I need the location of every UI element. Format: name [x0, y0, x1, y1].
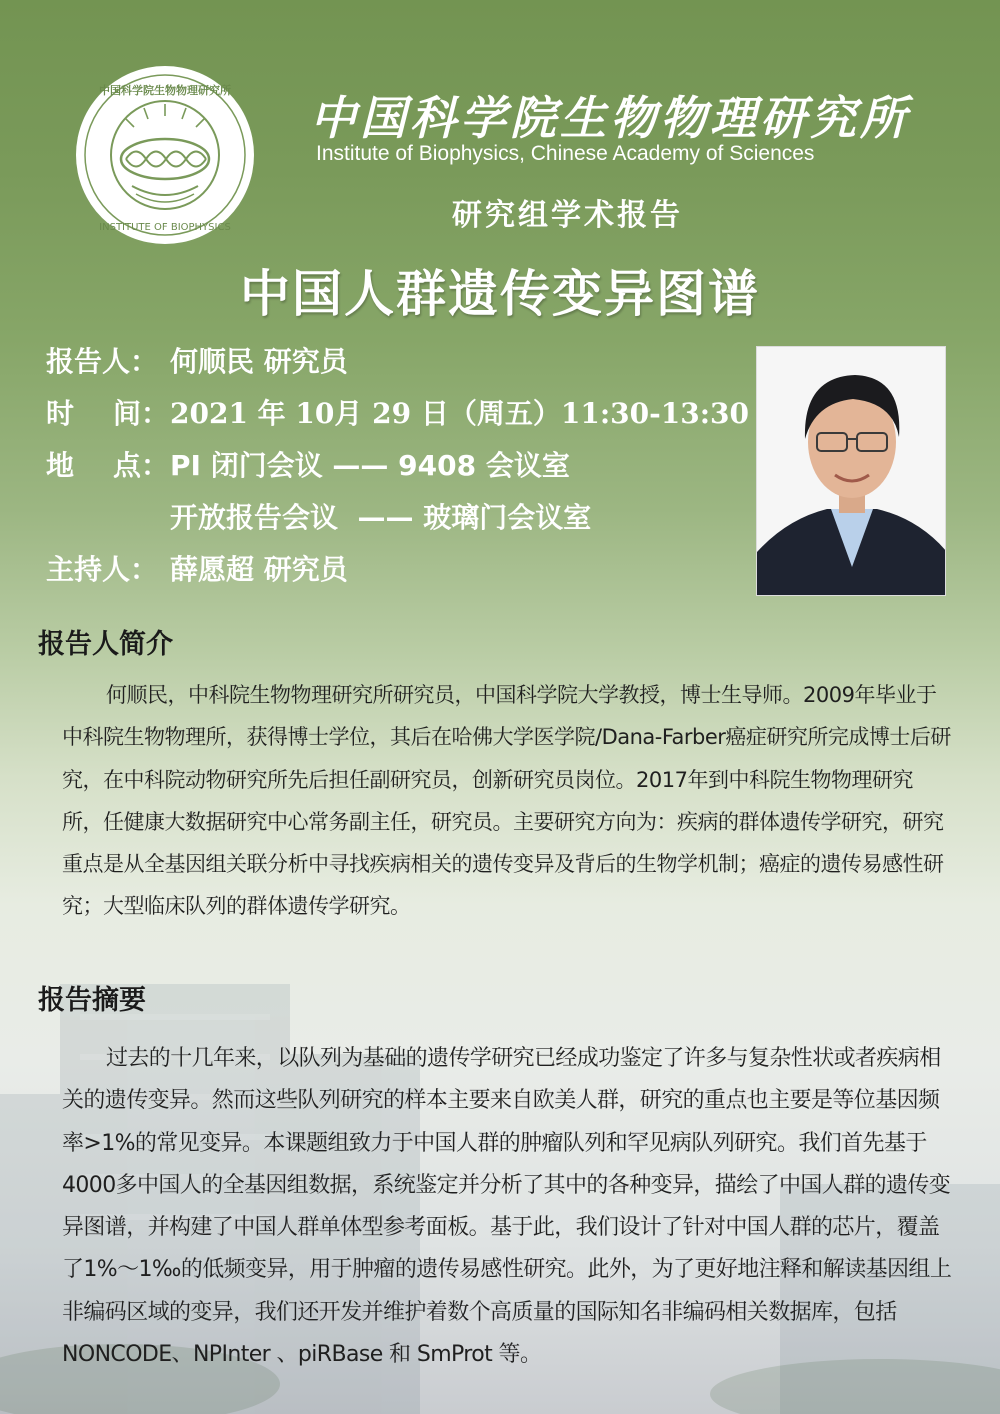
bio-text: 何顺民，中科院生物物理研究所研究员，中国科学院大学教授，博士生导师。2009年毕业于中科院生物物理所，获得博士学位，其后在哈佛大学医学院/Dana-Farber癌症研究所完成博士后研究，在中科院动物研究所先后担任副研究员，创新研究员岗位。2017年到中科院生物物理研究所，任健康大数据研究中心常务副主任，研究员。主要研究方向为：疾病的群体遗传学研究，研究重点是从全基因组关联分析中寻找疾病相关的遗传变异及背后的生物学机制；癌症的遗传易感性研究；大型临床队列的群体遗传学研究。 — [62, 683, 951, 919]
institute-name-cn: 中国科学院生物物理研究所 — [310, 91, 910, 145]
location-row-2 — [170, 496, 591, 536]
abstract-text: 过去的十几年来，以队列为基础的遗传学研究已经成功鉴定了许多与复杂性状或者疾病相关的遗传变异。然而这些队列研究的样本主要来自欧美人群，研究的重点也主要是等位基因频率>1%的常见变异。本课题组致力于中国人群的肿瘤队列和罕见病队列研究。我们首先基于4000多中国人的全基因组数据，系统鉴定并分析了其中的各种变异，描绘了中国人群的遗传变异图谱，并构建了中国人群单体型参考面板。基于此，我们设计了针对中国人群的芯片，覆盖了1%～1‰的低频变异，用于肿瘤的遗传易感性研究。此外，为了更好地注释和解读基因组上非编码区域的变异，我们还开发并维护着数个高质量的国际知名非编码相关数据库，包括 NONCODE、NPInter 、piRBase 和 SmProt 等。 — [62, 1046, 952, 1368]
speaker-row — [46, 340, 348, 380]
host-value: 薛愿超 研究员 — [170, 553, 348, 586]
logo-cn-text: 中国科学院生物物理研究所 — [99, 84, 231, 97]
abstract-heading: 报告摘要 — [38, 985, 146, 1016]
bio-heading: 报告人简介 — [38, 629, 173, 660]
time-row — [46, 392, 749, 432]
poster-header — [0, 0, 1000, 330]
speaker-photo — [756, 346, 946, 596]
time-value: 2021 年 10月 29 日（周五）11:30-13:30 — [170, 397, 750, 430]
speaker-portrait-icon — [757, 347, 946, 596]
host-row — [46, 548, 348, 588]
logo-en-text: INSTITUTE OF BIOPHYSICS — [99, 222, 231, 233]
time-label: 时 间： — [46, 397, 169, 430]
speaker-value: 何顺民 研究员 — [170, 345, 348, 378]
location-row — [46, 444, 570, 484]
report-title: 中国人群遗传变异图谱 — [240, 265, 760, 323]
speaker-label: 报告人： — [46, 345, 159, 378]
institute-logo-icon — [74, 64, 256, 246]
report-type: 研究组学术报告 — [452, 198, 683, 233]
location-label: 地 点： — [46, 449, 169, 482]
location-value-2: 开放报告会议 —— 玻璃门会议室 — [170, 501, 592, 534]
institute-name-en: Institute of Biophysics, Chinese Academy of Sciences — [316, 142, 815, 165]
host-label: 主持人： — [46, 553, 159, 586]
location-value-1: PI 闭门会议 —— 9408 会议室 — [170, 449, 570, 482]
